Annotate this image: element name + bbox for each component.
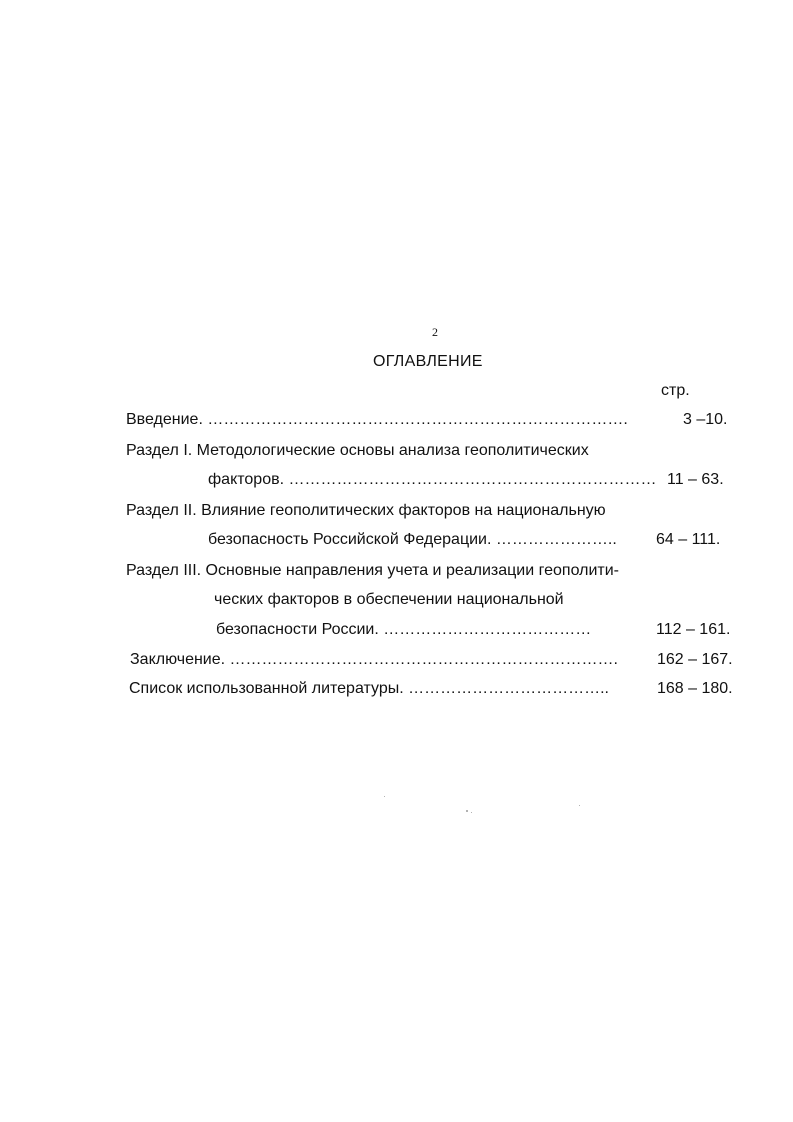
toc-entry-section2-line1: Раздел II. Влияние геополитических факторов на национальную [126,502,606,519]
toc-entry-section3-pages: 112 – 161. [656,621,731,638]
toc-entry-section1-line1: Раздел I. Методологические основы анализа геополитических [126,442,589,459]
toc-entry-intro-pages: 3 –10. [683,411,728,428]
toc-entry-section2-pages: 64 – 111. [656,531,721,548]
toc-entry-references-pages: 168 – 180. [657,680,733,697]
toc-entry-section1-pages: 11 – 63. [667,471,724,488]
scan-speck [384,796,385,797]
toc-heading: ОГЛАВЛЕНИЕ [373,353,483,370]
scan-speck [579,805,580,806]
page-number: 2 [432,325,438,339]
scan-speck [471,812,472,813]
toc-entry-section3-line3: безопасности России. ………………………………… [216,621,592,638]
toc-entry-conclusion-text: Заключение. ………………………………………………………………. [130,651,618,668]
toc-entry-conclusion-pages: 162 – 167. [657,651,733,668]
toc-entry-section3-line1: Раздел III. Основные направления учета и реализации геополити- [126,562,619,579]
toc-entry-intro-text: Введение. ……………………………………………………………………. [126,411,628,428]
toc-entry-section3-line2: ческих факторов в обеспечении национальной [214,591,564,608]
toc-entry-section2-line2: безопасность Российской Федерации. ………………….. [208,531,617,548]
toc-entry-references-text: Список использованной литературы. ……………………………….. [129,680,609,697]
scan-speck [466,810,468,812]
page-column-label: стр. [661,382,690,399]
toc-entry-section1-line2: факторов. …………………………………………………………… [208,471,657,488]
